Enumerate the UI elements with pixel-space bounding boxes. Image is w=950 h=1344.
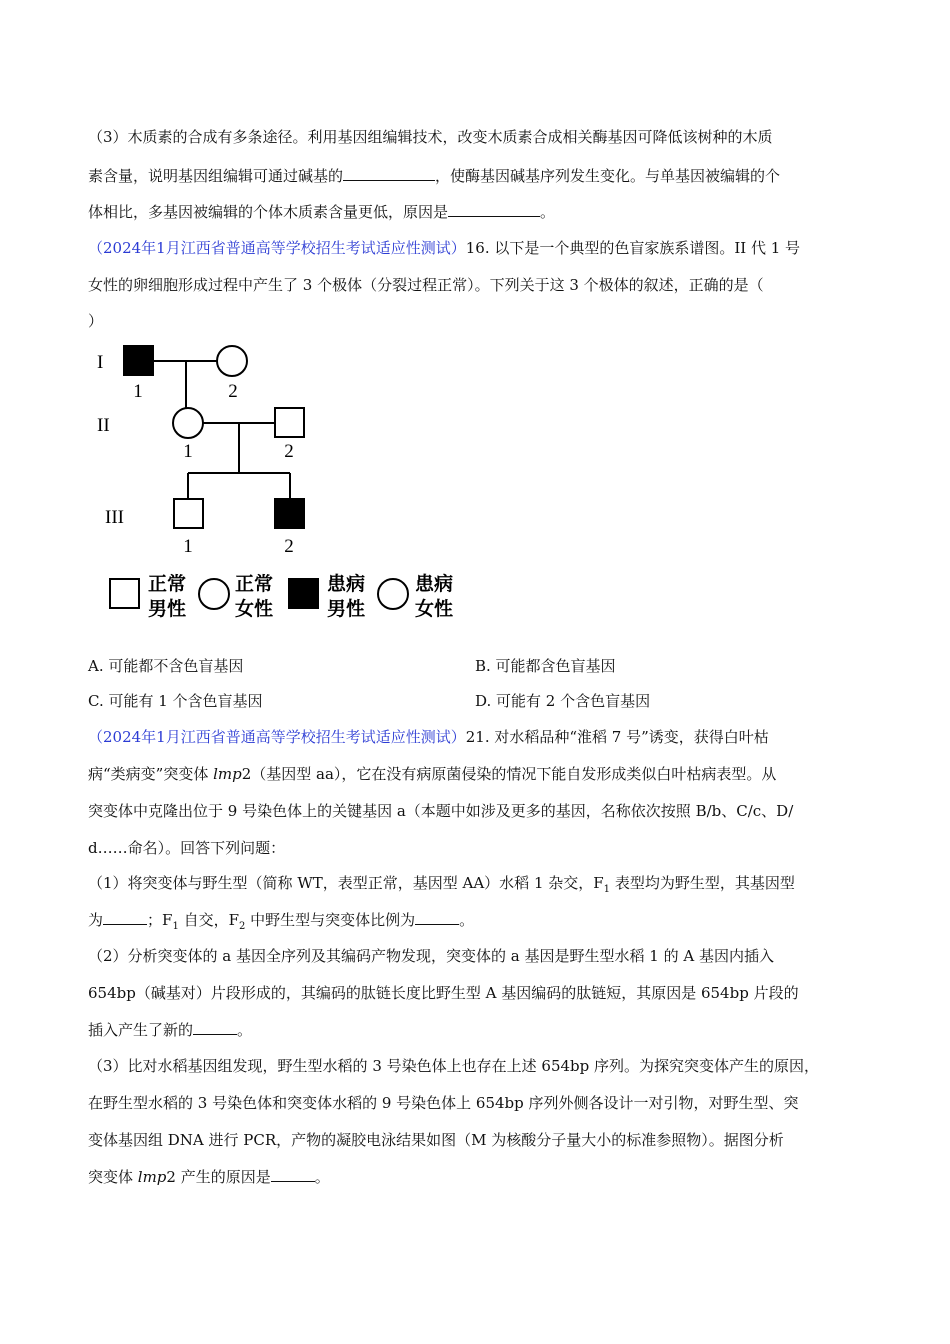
q21-text: 2（基因型 aa），它在没有病原菌侵染的情况下能自发形成类似白叶枯病表型。从: [241, 765, 777, 783]
q21-part3-line-2: 在野生型水稻的 3 号染色体和突变体水稻的 9 号染色体上 654bp 序列外侧各设计一对引物，对野生型、突: [88, 1094, 799, 1112]
q21-text: 中野生型与突变体比例为: [245, 911, 416, 929]
subscript: 1: [603, 884, 611, 895]
answer-blank[interactable]: [271, 1167, 315, 1182]
q21-part3-line-3: 变体基因组 DNA 进行 PCR，产物的凝胶电泳结果如图（M 为核酸分子量大小的标准参照物）。据图分析: [88, 1131, 784, 1149]
q16-source: （2024年1月江西省普通高等学校招生考试适应性测试）: [88, 239, 466, 257]
option-b[interactable]: B. 可能都含色盲基因: [475, 657, 616, 675]
subscript: 2: [239, 921, 246, 932]
q16-line-2: 女性的卵细胞形成过程中产生了 3 个极体（分裂过程正常）。下列关于这 3 个极体的叙述，正确的是（: [88, 276, 764, 294]
q21-text: 自交，F: [178, 911, 239, 929]
legend-label: 女性: [415, 598, 454, 620]
q21-line-1: [88, 727, 890, 747]
q21-text: 2 产生的原因是: [166, 1168, 271, 1186]
q3-line-3-end: 。: [540, 203, 556, 221]
legend-normal-male-symbol: [110, 579, 139, 608]
normal-female-symbol: [173, 408, 203, 438]
q21-part1-line-1: [88, 873, 890, 900]
q16-line-3: ）: [88, 312, 104, 330]
answer-blank[interactable]: [193, 1020, 237, 1035]
generation-label-3: III: [105, 507, 124, 528]
affected-male-symbol: [124, 346, 153, 375]
q3-line-3: [88, 202, 890, 222]
q21-text: 插入产生了新的: [88, 1021, 194, 1039]
generation-label-2: II: [97, 415, 110, 436]
pedigree-chart: [95, 340, 475, 630]
answer-blank[interactable]: [343, 166, 435, 181]
normal-male-symbol: [174, 499, 203, 528]
subscript: 1: [172, 921, 179, 932]
normal-female-symbol: [217, 346, 247, 376]
q3-line-2-text-end: ，使酶基因碱基序列发生变化。与单基因被编辑的个: [435, 167, 781, 185]
normal-male-symbol: [275, 408, 304, 437]
legend-normal-female-symbol: [199, 579, 229, 609]
q21-text: 。: [314, 1168, 330, 1186]
q21-text: （1）将突变体与野生型（简称 WT，表型正常，基因型 AA）水稻 1 杂交，F: [88, 874, 604, 892]
q21-text: 表型均为野生型，其基因型: [610, 874, 795, 892]
legend-label: 患病: [415, 573, 454, 595]
q21-part2-line-1: （2）分析突变体的 a 基因全序列及其编码产物发现，突变体的 a 基因是野生型水稻 1 的 A 基因内插入: [88, 947, 774, 965]
individual-number: 1: [183, 536, 193, 557]
q21-line-2: [88, 764, 890, 784]
legend-label: 正常: [148, 573, 187, 595]
q21-part1-line-2: [88, 910, 890, 937]
legend-label: 男性: [148, 598, 187, 620]
option-c[interactable]: C. 可能有 1 个含色盲基因: [88, 692, 263, 710]
q16-line-1: [88, 238, 890, 258]
legend-label: 男性: [327, 598, 366, 620]
legend-affected-female-symbol: [378, 579, 408, 609]
q3-line-3-text: 体相比，多基因被编辑的个体木质素含量更低，原因是: [88, 203, 449, 221]
q21-text: 。: [459, 911, 475, 929]
answer-blank[interactable]: [415, 910, 459, 925]
legend-label: 正常: [235, 573, 274, 595]
gene-name: lmp: [137, 1168, 167, 1186]
q21-line-3: 突变体中克隆出位于 9 号染色体上的关键基因 a（本题中如涉及更多的基因，名称依次按照 B/b、C/c、D/: [88, 802, 794, 820]
q21-line-4: d……命名）。回答下列问题：: [88, 839, 286, 857]
generation-label-1: I: [97, 352, 104, 373]
legend-affected-male-symbol: [289, 579, 318, 608]
answer-blank[interactable]: [448, 202, 540, 217]
individual-number: 2: [284, 536, 294, 557]
q16-stem: 16. 以下是一个典型的色盲家族系谱图。II 代 1 号: [465, 239, 801, 257]
legend-label: 女性: [235, 598, 274, 620]
q21-text: 。: [237, 1021, 253, 1039]
q21-part3-line-1: （3）比对水稻基因组发现，野生型水稻的 3 号染色体上也存在上述 654bp 序列。为探究突变体产生的原因，: [88, 1057, 819, 1075]
q21-part2-line-3: [88, 1020, 890, 1040]
individual-number: 1: [183, 441, 193, 462]
q21-stem: 21. 对水稻品种“淮稻 7 号”诱变，获得白叶枯: [465, 728, 769, 746]
q21-text: ；F: [147, 911, 173, 929]
option-a[interactable]: A. 可能都不含色盲基因: [88, 657, 244, 675]
q21-part3-line-4: [88, 1167, 890, 1187]
individual-number: 2: [228, 381, 238, 402]
individual-number: 2: [284, 441, 294, 462]
q3-line-2: [88, 166, 890, 186]
q3-line-1: （3）木质素的合成有多条途径。利用基因组编辑技术，改变木质素合成相关酶基因可降低该树种的木质: [88, 128, 773, 146]
q21-text: 突变体: [88, 1168, 138, 1186]
q21-text: 病“类病变”突变体: [88, 765, 214, 783]
q21-source: （2024年1月江西省普通高等学校招生考试适应性测试）: [88, 728, 466, 746]
affected-male-symbol: [275, 499, 304, 528]
gene-name: lmp: [213, 765, 242, 783]
option-d[interactable]: D. 可能有 2 个含色盲基因: [475, 692, 651, 710]
q21-part2-line-2: 654bp（碱基对）片段形成的，其编码的肽链长度比野生型 A 基因编码的肽链短，其原因是 654bp 片段的: [88, 984, 799, 1002]
individual-number: 1: [133, 381, 143, 402]
legend-label: 患病: [327, 573, 366, 595]
answer-blank[interactable]: [103, 910, 147, 925]
q21-text: 为: [88, 911, 104, 929]
q3-line-2-text: 素含量，说明基因组编辑可通过碱基的: [88, 167, 344, 185]
